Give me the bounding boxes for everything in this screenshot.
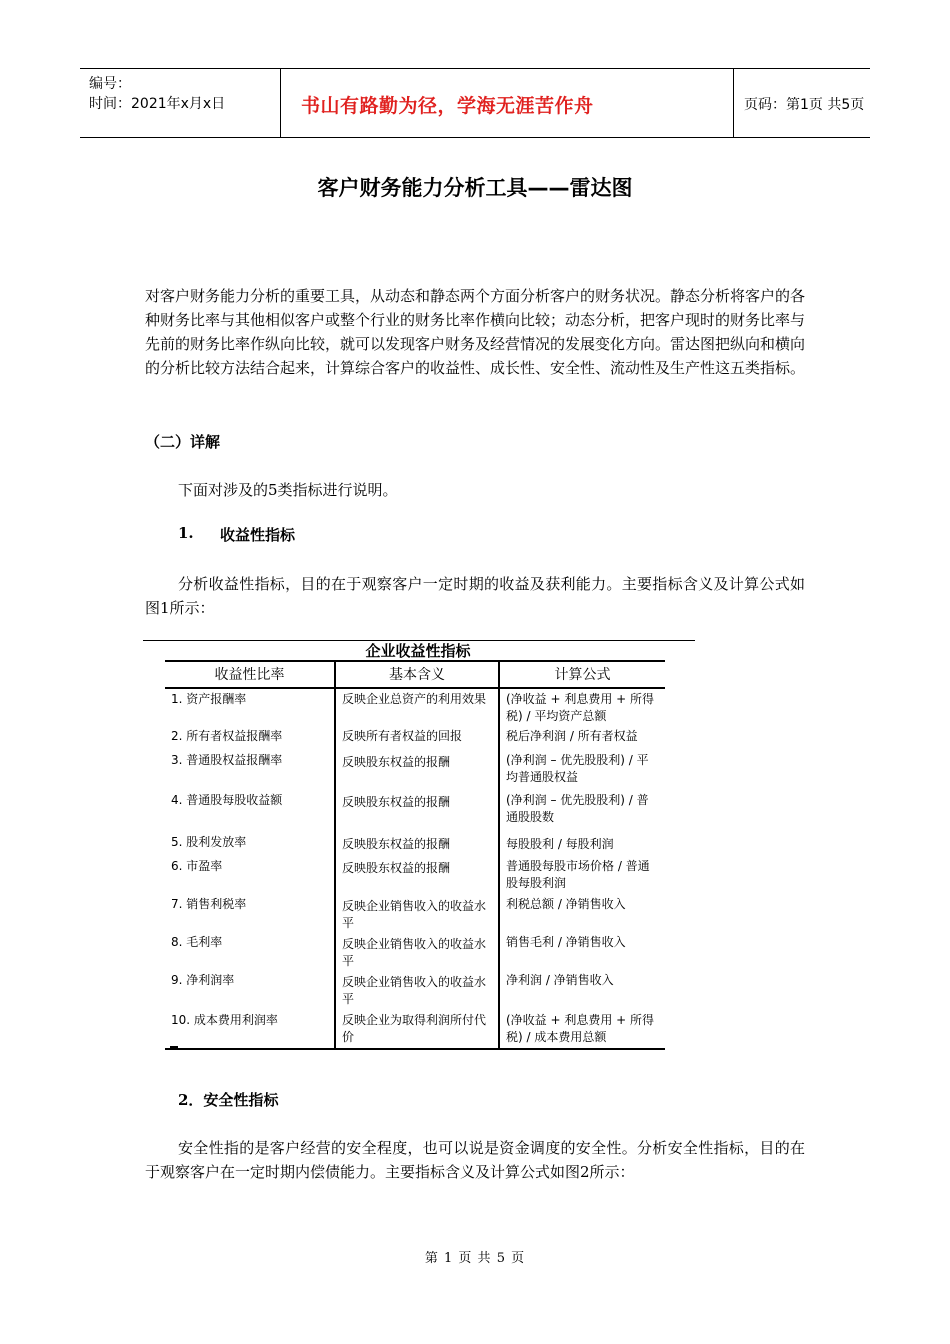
page-footer: 第 1 页 共 5 页	[424, 1251, 526, 1266]
document-title: 客户财务能力分析工具——雷达图	[317, 176, 633, 200]
page-header	[80, 68, 870, 138]
table-cell-formula: (净收益 + 利息费用 + 所得税) / 平均资产总额	[506, 692, 655, 723]
table-cell-ratio: 5. 股利发放率	[171, 835, 247, 849]
table-cell-ratio: 9. 净利润率	[171, 973, 235, 987]
table-cell-meaning: 反映企业总资产的利用效果	[342, 692, 487, 706]
sub2-heading: 2．安全性指标	[178, 1091, 279, 1109]
sub1-paragraph: 分析收益性指标，目的在于观察客户一定时期的收益及获利能力。主要指标含义及计算公式如图1所示：	[145, 575, 805, 617]
column-header: 计算公式	[554, 667, 611, 683]
table-cell-ratio: 1. 资产报酬率	[171, 692, 247, 706]
section-intro: 下面对涉及的5类指标进行说明。	[178, 481, 398, 499]
table-cell-meaning: 反映企业销售收入的收益水平	[342, 975, 487, 1006]
header-meta-cell	[80, 69, 281, 137]
table-cell-ratio: 8. 毛利率	[171, 935, 223, 949]
motto: 书山有路勤为径，学海无涯苦作舟	[301, 95, 594, 117]
column-divider	[334, 662, 336, 1048]
table-cell-ratio: 10. 成本费用利润率	[171, 1013, 278, 1027]
table-cell-ratio: 7. 销售利税率	[171, 897, 247, 911]
table-cell-formula: 销售毛利 / 净销售收入	[506, 935, 626, 949]
column-header: 收益性比率	[214, 667, 285, 683]
date-label: 时间：2021年x月x日	[89, 96, 226, 112]
column-divider	[498, 662, 500, 1048]
table-cell-meaning: 反映所有者权益的回报	[342, 729, 463, 743]
table-cell-ratio: 4. 普通股每股收益额	[171, 793, 283, 807]
column-header: 基本含义	[389, 667, 445, 683]
figure-bottom-rule	[170, 1046, 178, 1048]
table-cell-meaning: 反映股东权益的报酬	[342, 837, 451, 851]
profitability-table-figure	[140, 638, 696, 1052]
section-heading: （二）详解	[145, 433, 221, 451]
table-cell-formula: 利税总额 / 净销售收入	[506, 897, 626, 911]
table-cell-meaning: 反映股东权益的报酬	[342, 861, 451, 875]
table-cell-formula: 税后净利润 / 所有者权益	[506, 729, 638, 743]
table-cell-ratio: 2. 所有者权益报酬率	[171, 729, 283, 743]
header-motto-cell	[281, 69, 734, 137]
table-cell-formula: (净利润 – 优先股股利) / 普通股股数	[506, 793, 649, 824]
page-info: 页码：第1页 共5页	[744, 97, 865, 113]
table-cell-meaning: 反映股东权益的报酬	[342, 795, 451, 809]
header-page-cell	[734, 69, 870, 137]
table-cell-formula: 净利润 / 净销售收入	[506, 973, 614, 987]
table-cell-formula: 每股股利 / 每股利润	[506, 837, 614, 851]
table-cell-meaning: 反映企业销售收入的收益水平	[342, 899, 487, 930]
sub1-number: 1.	[178, 524, 194, 542]
table-caption: 企业收益性指标	[365, 642, 471, 660]
number-label: 编号：	[89, 76, 131, 92]
header-rule	[165, 687, 665, 689]
sub1-title: 收益性指标	[220, 526, 296, 544]
table-cell-ratio: 6. 市盈率	[171, 859, 223, 873]
table-cell-meaning: 反映企业销售收入的收益水平	[342, 937, 487, 968]
table-cell-meaning: 反映股东权益的报酬	[342, 755, 451, 769]
table-cell-formula: 普通股每股市场价格 / 普通股每股利润	[506, 859, 650, 890]
table-cell-ratio: 3. 普通股权益报酬率	[171, 753, 283, 767]
sub2-paragraph: 安全性指的是客户经营的安全程度，也可以说是资金调度的安全性。分析安全性指标，目的在于观察客户在一定时期内偿债能力。主要指标含义及计算公式如图2所示：	[145, 1139, 805, 1181]
table-cell-meaning: 反映企业为取得利润所付代价	[342, 1013, 487, 1044]
table-cell-formula: (净利润 – 优先股股利) / 平均普通股权益	[506, 753, 649, 784]
profitability-table	[165, 660, 665, 1050]
table-cell-formula: (净收益 + 利息费用 + 所得税) / 成本费用总额	[506, 1013, 655, 1044]
intro-paragraph: 对客户财务能力分析的重要工具，从动态和静态两个方面分析客户的财务状况。静态分析将客户的各种财务比率与其他相似客户或整个行业的财务比率作横向比较；动态分析，把客户现时的财务比率与先前的财务比率作纵向比较，就可以发现客户财务及经营情况的发展变化方向。雷达图把纵向和横向的分析比较方法结合起来，计算综合客户的收益性、成长性、安全性、流动性及生产性这五类指标。	[145, 287, 806, 377]
